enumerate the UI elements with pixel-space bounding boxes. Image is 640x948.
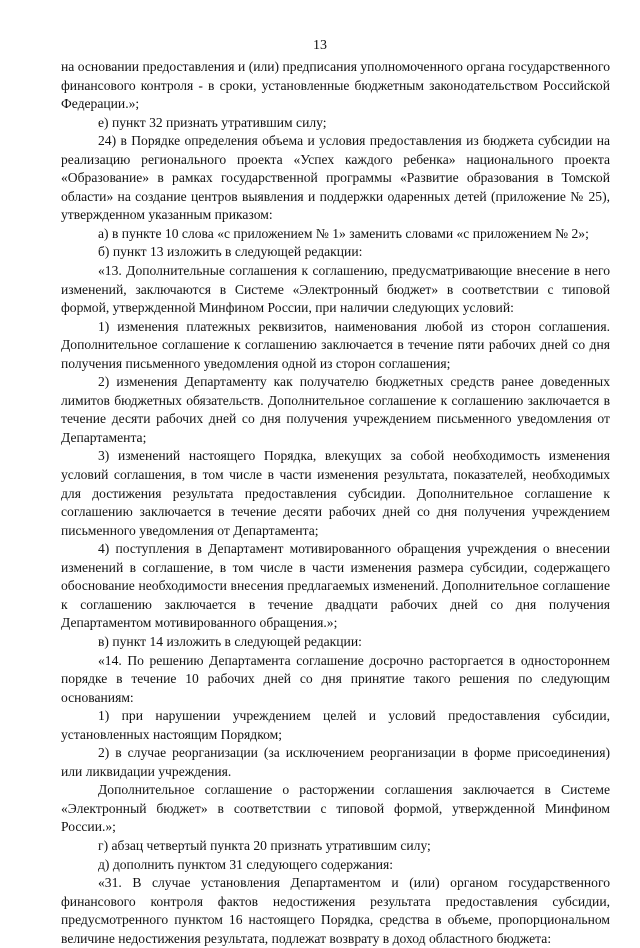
paragraph: 24) в Порядке определения объема и условия предоставления из бюджета субсидии на реализацию регионального проекта «Успех каждого ребенка» национального проекта «Образование» в рамках государственной программы «Развитие образования в Томской области» на создание центров выявления и поддержки одаренных детей (приложение № 25), утвержденном указанным приказом: [61, 133, 610, 223]
paragraph: «14. По решению Департамента соглашение досрочно расторгается в одностороннем порядке в течение 10 рабочих дней со дня принятие такого решения по следующим основаниям: [61, 652, 610, 705]
paragraph: г) абзац четвертый пункта 20 признать утратившим силу; [98, 837, 431, 853]
page-number: 13 [313, 38, 327, 53]
document-body [61, 58, 610, 948]
paragraph: а) в пункте 10 слова «с приложением № 1» заменить словами «с приложением № 2»; [98, 225, 589, 241]
paragraph: в) пункт 14 изложить в следующей редакции: [98, 633, 362, 649]
paragraph: 2) изменения Департаменту как получателю бюджетных средств ранее доведенных лимитов бюджетных обязательств. Дополнительное соглашение к соглашению заключается в течение десяти рабочих дней со дня получения учреждением письменного уведомления от Департамента; [61, 374, 610, 445]
paragraph: 2) в случае реорганизации (за исключением реорганизации в форме присоединения) или ликвидации учреждения. [61, 745, 610, 779]
paragraph: б) пункт 13 изложить в следующей редакции: [98, 244, 363, 260]
paragraph: д) дополнить пунктом 31 следующего содержания: [98, 856, 394, 872]
paragraph: на основании предоставления и (или) предписания уполномоченного органа государственного финансового контроля - в сроки, установленные бюджетным законодательством Российской Федерации.»; [61, 59, 610, 112]
paragraph: 1) изменения платежных реквизитов, наименования любой из сторон соглашения. Дополнительное соглашение к соглашению заключается в течение пяти рабочих дней со дня получения письменного уведомления одной из сторон соглашения; [61, 318, 610, 371]
paragraph: 4) поступления в Департамент мотивированного обращения учреждения о внесении изменений в соглашение, в том числе в части изменения размера субсидии, содержащего обоснование необходимости внесения предлагаемых изменений. Дополнительное соглашение к соглашению заключается в течение двадцати рабочих дней со дня получения Департаментом мотивированного обращения.»; [61, 541, 610, 631]
paragraph: е) пункт 32 признать утратившим силу; [98, 114, 327, 130]
paragraph: 1) при нарушении учреждением целей и условий предоставления субсидии, установленных настоящим Порядком; [61, 708, 610, 742]
paragraph: «13. Дополнительные соглашения к соглашению, предусматривающие внесение в него изменений, заключаются в Системе «Электронный бюджет» в соответствии с типовой формой, утвержденной Минфином России, при наличии следующих условий: [61, 263, 610, 316]
paragraph: 3) изменений настоящего Порядка, влекущих за собой необходимость изменения условий соглашения, в том числе в части изменения результата, показателей, необходимых для достижения результата предоставления субсидии. Дополнительное соглашение к соглашению заключается в течение десяти рабочих дней со дня получения учреждением письменного уведомления от Департамента; [61, 448, 610, 538]
paragraph: «31. В случае установления Департаментом и (или) органом государственного финансового контроля фактов недостижения результата предоставления субсидии, предусмотренного пунктом 16 настоящего Порядка, средства в объеме, пропорциональном величине недостижения результата, подлежат возврату в доход областного бюджета: [61, 875, 610, 946]
paragraph: Дополнительное соглашение о расторжении соглашения заключается в Системе «Электронный бюджет» в соответствии с типовой формой, утвержденной Минфином России.»; [61, 782, 610, 835]
